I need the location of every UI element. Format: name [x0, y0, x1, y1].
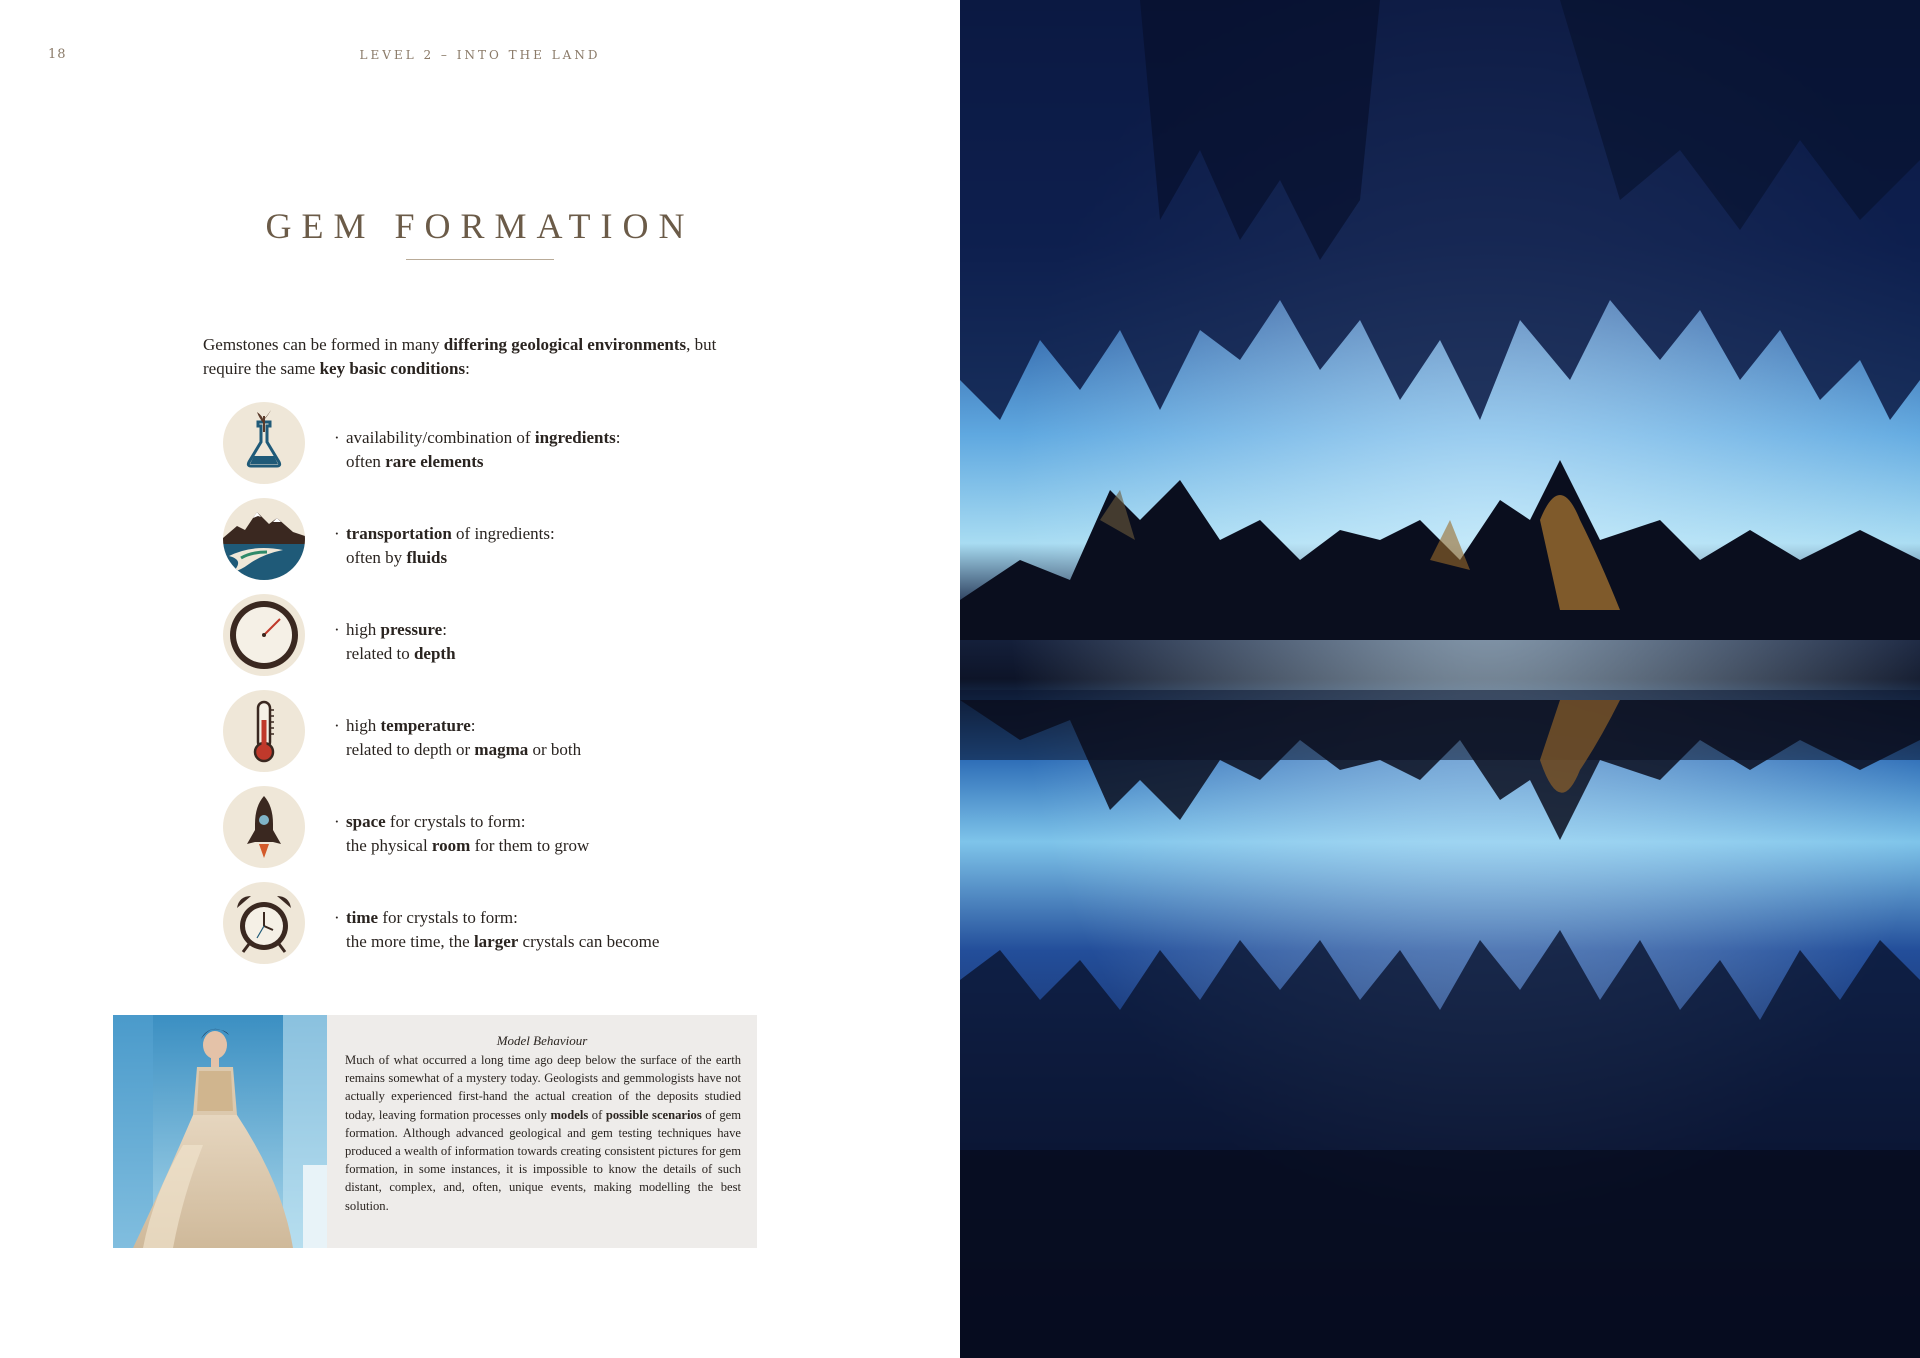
intro-paragraph: Gemstones can be formed in many differing geological environments, but require the same key basic conditions:: [203, 335, 717, 378]
condition-text: · transportation of ingredients: often by fluids: [334, 524, 555, 567]
condition-item: [223, 786, 783, 870]
box-title: Model Behaviour: [496, 1033, 588, 1048]
thermometer-icon: [223, 690, 305, 772]
condition-item: [223, 690, 783, 774]
page-title: GEM FORMATION: [265, 206, 695, 246]
condition-item: [223, 882, 783, 966]
model-behaviour-box: [113, 1015, 757, 1248]
cave-lake-photo: [960, 0, 1920, 1358]
condition-text: · time for crystals to form: the more time, the larger crystals can become: [334, 908, 660, 951]
title-divider: [406, 259, 554, 260]
condition-text: · high pressure: related to depth: [334, 620, 456, 663]
rocket-icon: [223, 786, 305, 868]
flask-icon: [223, 402, 305, 484]
condition-item: [223, 402, 783, 486]
condition-text: · high temperature: related to depth or magma or both: [334, 716, 582, 759]
box-body: Much of what occurred a long time ago deep below the surface of the earth remains somewhat of a mystery today. Geologists and gemmologists have not actually experienced first-hand the actual creation of the deposits studied today, leaving formation processes only models of possible scenarios of gem formation. Although advanced geological and gem testing techniques have produced a wealth of information towards creating consistent pictures for gem formation, in some instances, it is impossible to know the details of such distant, complex, and, often, unique events, making modelling the best solution.: [345, 1053, 742, 1213]
page-number: 18: [48, 47, 67, 62]
condition-item: [223, 594, 783, 678]
condition-text: · space for crystals to form: the physical room for them to grow: [334, 812, 590, 855]
condition-item: [223, 498, 783, 582]
running-head: LEVEL 2 – INTO THE LAND: [359, 48, 601, 62]
pressure-gauge-icon: [223, 594, 305, 676]
mountain-river-icon: [223, 498, 305, 580]
condition-text: · availability/combination of ingredients: often rare elements: [334, 428, 621, 471]
alarm-clock-icon: [223, 882, 305, 964]
fashion-model-photo: [113, 1015, 327, 1248]
